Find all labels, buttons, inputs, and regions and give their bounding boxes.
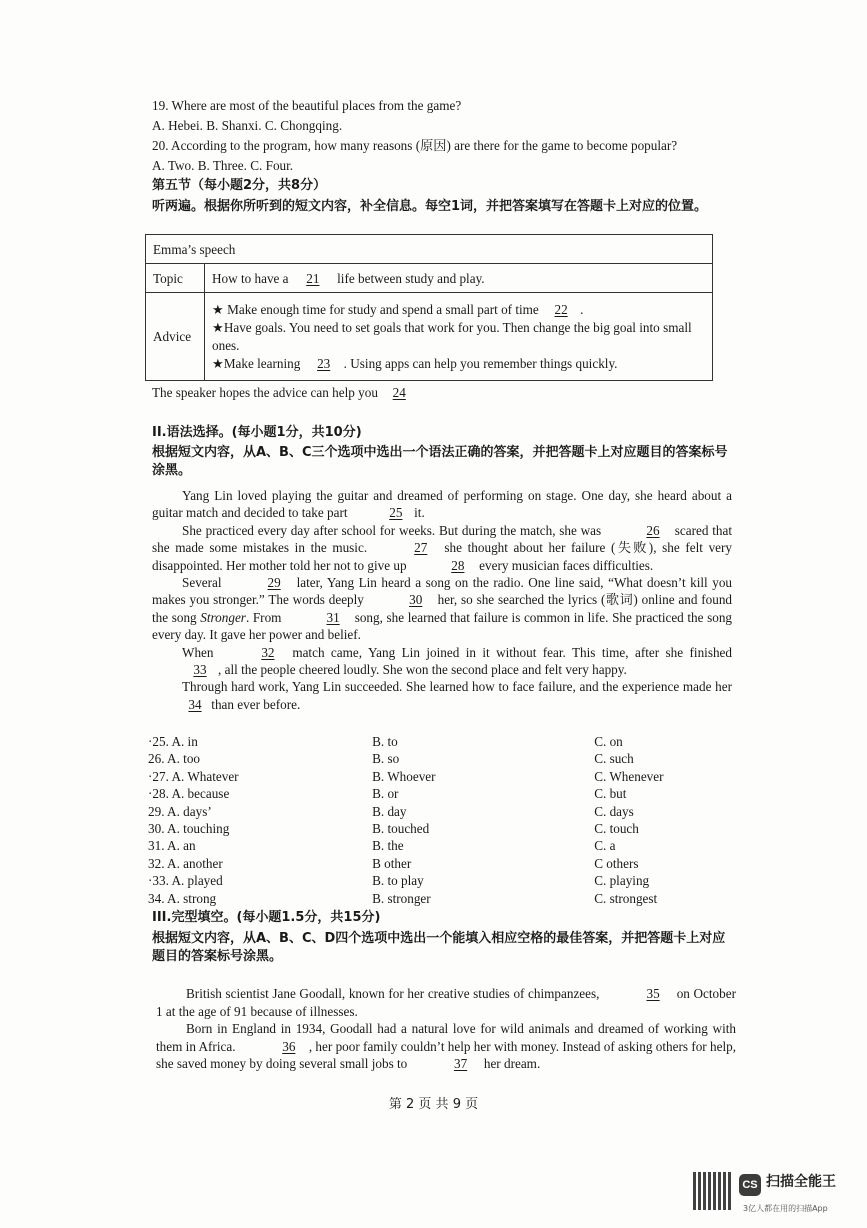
blank-33: 33 [193, 662, 207, 678]
option-row-30: 30. A. touching B. touched C. touch [148, 820, 639, 836]
speaker-line: The speaker hopes the advice can help you 24 [152, 384, 737, 401]
blank-30: 30 [409, 592, 423, 608]
blank-21: 21 [306, 270, 320, 286]
cloze-instruction: 根据短文内容，从A、B、C、D四个选项中选出一个能填入相应空格的最佳答案，并把答题卡上对应题目的答案标号涂黑。 [152, 931, 726, 964]
question-20: 20. According to the program, how many reasons (原因) are there for the game to become popular? [152, 138, 678, 153]
blank-25: 25 [389, 505, 403, 521]
option-row-27: ·27. A. Whatever B. Whoever C. Whenever [148, 768, 664, 784]
blank-37: 37 [453, 1056, 468, 1072]
topic-label: Topic [146, 264, 205, 293]
scanner-watermark [693, 1172, 863, 1218]
section5-instruction: 听两遍。根据你所听到的短文内容，补全信息。每空1词，并把答案填写在答题卡上对应的位置。 [152, 199, 708, 214]
option-row-25: ·25. A. in B. to C. on [148, 734, 623, 749]
blank-23: 23 [317, 355, 331, 371]
cloze-p2: Born in England in 1934, Goodall had a natural love for wild animals and dreamed of working with them in Africa. 36 , her poor family couldn’t help her with money. Instead of asking others for help, she saved money by doing several small jobs to 37 her dream. [156, 1021, 737, 1072]
blank-26: 26 [646, 522, 660, 538]
cloze-passage [156, 985, 736, 1073]
speech-table-wrapper [145, 234, 730, 381]
blank-22: 22 [554, 301, 568, 317]
listening-questions [152, 97, 737, 177]
table-header: Emma’s speech [146, 235, 713, 264]
advice-1: ★ Make enough time for study and spend a small part of time 22 . [212, 301, 584, 317]
blank-32: 32 [261, 644, 275, 660]
grammar-p3: Several 29 later, Yang Lin heard a song on the radio. One line said, “What doesn’t kill you makes you stronger.” The words deeply 30 her, so she searched the lyrics (歌词) online and found the song Stronger. From 31 song, she learned that failure is common in life. She practiced the song every day. It gave her power and belief. [152, 575, 733, 643]
blank-27: 27 [414, 540, 428, 556]
option-row-28: ·28. A. because B. or C. but [148, 786, 627, 802]
topic-pre: How to have a [212, 270, 289, 286]
advice-label: Advice [146, 293, 205, 381]
camscanner-badge-icon: CS [739, 1174, 761, 1196]
page-number: 第 2 页 共 9 页 [388, 1097, 479, 1112]
scanner-tagline: 3亿人都在用的扫描App [743, 1204, 828, 1213]
grammar-passage [152, 487, 732, 713]
advice-2: ★Have goals. You need to set goals that work for you. Then change the big goal into small ones. [212, 319, 692, 353]
blank-24: 24 [392, 385, 406, 400]
speech-table [145, 234, 713, 381]
blank-29: 29 [267, 575, 281, 591]
option-row-32: 32. A. another B other C others [148, 855, 639, 871]
option-row-34: 34. A. strong B. stronger C. strongest [148, 890, 658, 906]
blank-34: 34 [188, 696, 202, 712]
grammar-p2: She practiced every day after school for weeks. But during the match, she was 26 scared that she made some mistakes in the music. 27 she thought about her failure (失败), she felt very disappointed. Her mother told her not to give up 28 every musician faces difficulties. [152, 522, 733, 573]
blank-28: 28 [451, 557, 465, 573]
option-row-29: 29. A. days’ B. day C. days [148, 803, 634, 819]
grammar-p1: Yang Lin loved playing the guitar and dreamed of performing on stage. One day, she heard about a guitar match and decided to take part 25 it. [152, 488, 732, 521]
option-row-33: ·33. A. played B. to play C. playing [148, 873, 650, 889]
grammar-p5: Through hard work, Yang Lin succeeded. She learned how to face failure, and the experience made her 34 than ever before. [152, 678, 732, 713]
question-19: 19. Where are most of the beautiful places from the game? [152, 98, 462, 113]
option-row-31: 31. A. an B. the C. a [148, 838, 616, 854]
grammar-instruction: 根据短文内容，从A、B、C三个选项中选出一个语法正确的答案，并把答题卡上对应题目的答案标号涂黑。 [152, 445, 728, 478]
topic-cell [205, 264, 713, 293]
grammar-title: II.语法选择。(每小题1分，共10分) [152, 425, 362, 440]
grammar-p4: When 32 match came, Yang Lin joined in it without fear. This time, after she finished 33 , all the people cheered loudly. She won the second place and felt very happy. [152, 644, 732, 679]
cloze-p1: British scientist Jane Goodall, known for her creative studies of chimpanzees, 35 on October 1 at the age of 91 because of illnesses. [156, 986, 736, 1019]
section5-title: 第五节（每小题2分，共8分） [152, 178, 327, 193]
advice-cell [205, 293, 713, 381]
question-20-options: A. Two. B. Three. C. Four. [152, 158, 294, 173]
blank-35: 35 [646, 986, 660, 1001]
blank-31: 31 [326, 609, 340, 625]
qr-code-icon [693, 1172, 731, 1210]
blank-36: 36 [282, 1038, 296, 1054]
question-19-options: A. Hebei. B. Shanxi. C. Chongqing. [152, 118, 343, 133]
topic-post: life between study and play. [337, 270, 485, 286]
option-row-26: 26. A. too B. so C. such [148, 751, 634, 767]
advice-3: ★Make learning 23 . Using apps can help you remember things quickly. [212, 355, 618, 371]
grammar-options [148, 733, 733, 907]
cloze-title: III.完型填空。(每小题1.5分，共15分) [152, 910, 381, 925]
scanner-brand: 扫描全能王 [766, 1174, 836, 1190]
